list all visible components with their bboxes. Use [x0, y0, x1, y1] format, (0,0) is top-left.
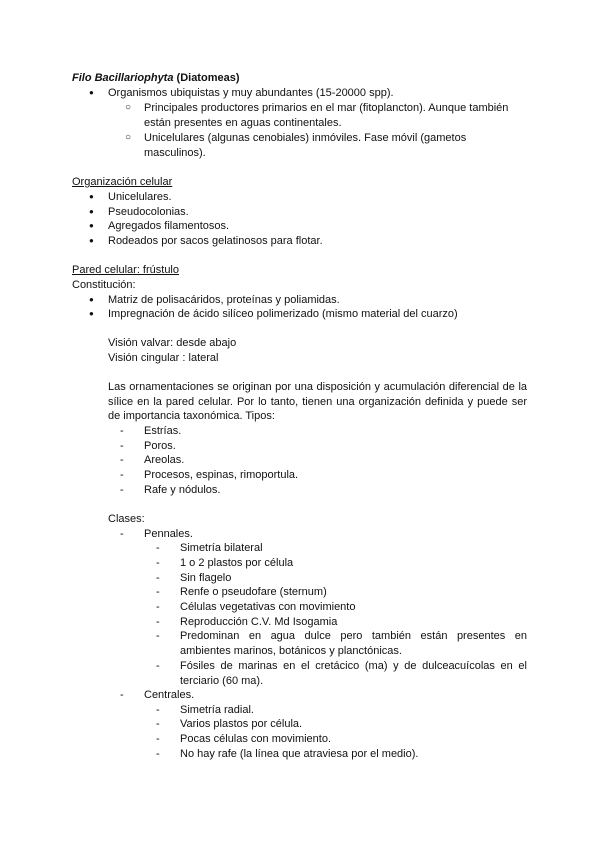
list-item: - Renfe o pseudofare (sternum) [180, 585, 327, 600]
intro-sub-1: ○ Principales productores primarios en el mar (fitoplancton). Aunque también están presentes en aguas continentales. [144, 101, 527, 130]
intro-bullet: ● Organismos ubiquistas y muy abundantes (15-20000 spp). [108, 86, 394, 101]
title-main: Filo Bacillariophyta [72, 72, 174, 84]
section-heading-pared: Pared celular: frústulo [72, 264, 179, 276]
list-item: ● Rodeados por sacos gelatinosos para flotar. [108, 234, 323, 249]
list-item: - Células vegetativas con movimiento [180, 600, 355, 615]
title-paren: (Diatomeas) [176, 72, 240, 84]
list-item: ● Agregados filamentosos. [108, 219, 229, 234]
list-item: - Poros. [144, 439, 176, 454]
intro-sub-2: ○ Unicelulares (algunas cenobiales) inmóviles. Fase móvil (gametos masculinos). [144, 131, 527, 160]
vision-cingular: Visión cingular : lateral [108, 352, 219, 364]
list-item: - Sin flagelo [180, 571, 231, 586]
list-item: - 1 o 2 plastos por célula [180, 556, 293, 571]
list-item: - Fósiles de marinas en el cretácico (ma) y de dulceacuícolas en el terciario (60 ma). [180, 659, 527, 688]
list-item: - Simetría radial. [180, 703, 254, 718]
list-item: ● Impregnación de ácido silíceo polimerizado (mismo material del cuarzo) [108, 307, 458, 322]
list-item: - Rafe y nódulos. [144, 483, 220, 498]
list-item: ● Matriz de polisacáridos, proteínas y poliamidas. [108, 293, 340, 308]
page-title [72, 71, 240, 86]
list-item: - Reproducción C.V. Md Isogamia [180, 615, 337, 630]
list-item: - Varios plastos por célula. [180, 717, 302, 732]
list-item: - Pocas células con movimiento. [180, 732, 331, 747]
list-item: - Simetría bilateral [180, 541, 263, 556]
list-item: - Estrías. [144, 424, 181, 439]
ornamentaciones-paragraph: Las ornamentaciones se originan por una disposición y acumulación diferencial de la sílice en la pared celular. Por lo tanto, tienen una organización definida y puede ser de importancia taxonómica. Tipos: [108, 381, 527, 423]
clases-label: Clases: [108, 513, 145, 525]
list-item: ● Pseudocolonias. [108, 205, 189, 220]
centrales-label: - Centrales. [144, 688, 194, 703]
section-heading-organizacion: Organización celular [72, 176, 173, 188]
constitucion-label: Constitución: [72, 279, 136, 291]
list-item: - Procesos, espinas, rimoportula. [144, 468, 298, 483]
list-item: - Predominan en agua dulce pero también están presentes en ambientes marinos, botánicos y planctónicas. [180, 629, 527, 658]
list-item: ● Unicelulares. [108, 190, 172, 205]
vision-valvar: Visión valvar: desde abajo [108, 337, 237, 349]
pennales-label: - Pennales. [144, 527, 193, 542]
list-item: - Areolas. [144, 453, 184, 468]
list-item: - No hay rafe (la línea que atraviesa por el medio). [180, 747, 418, 762]
